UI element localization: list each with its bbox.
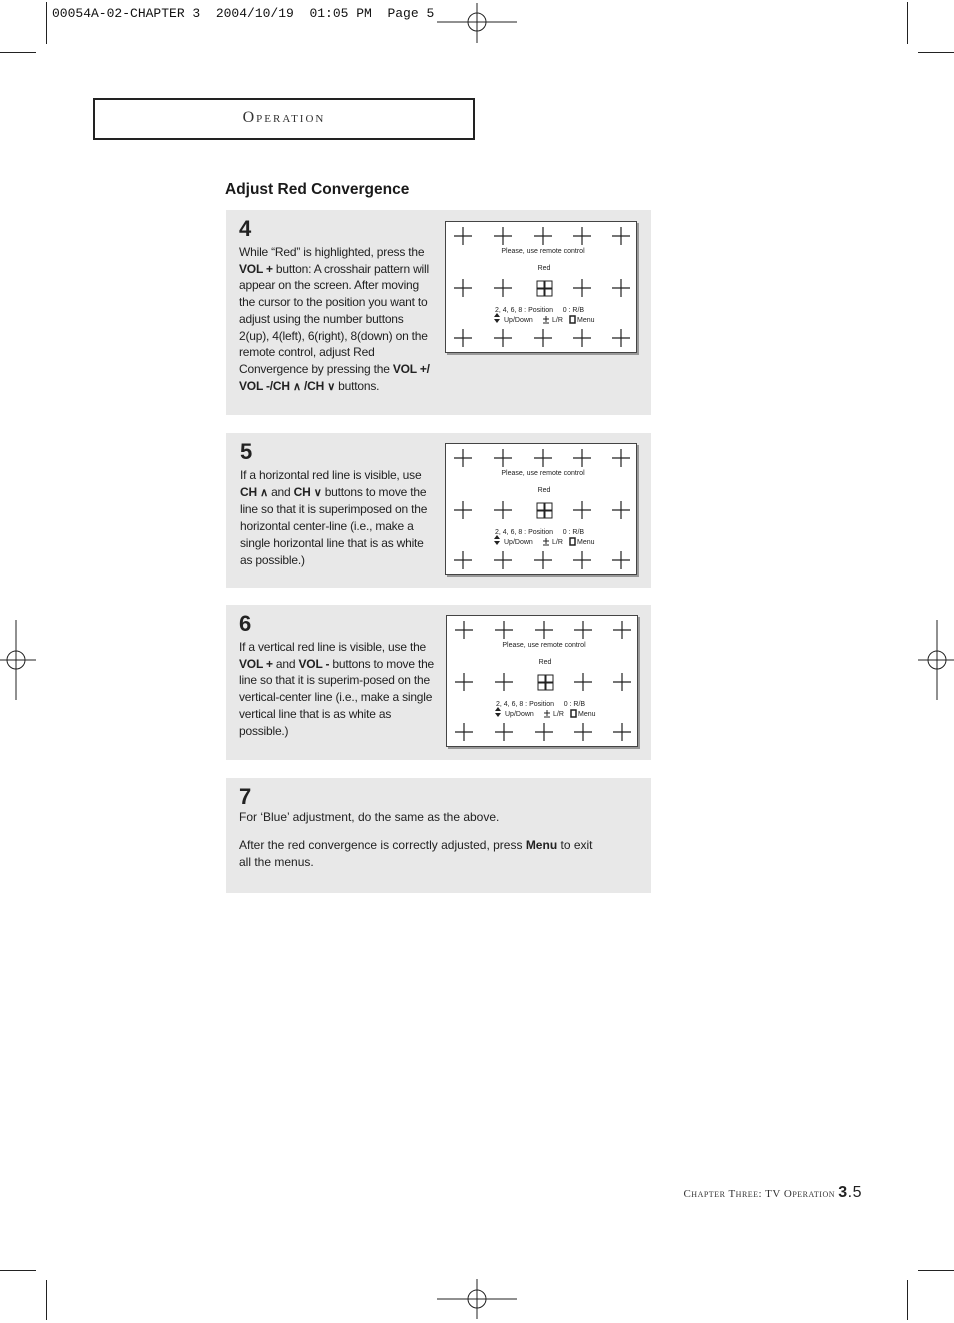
crosshair-icon xyxy=(495,621,513,639)
crop-mark xyxy=(46,2,47,44)
crosshair-icon xyxy=(535,723,553,741)
crop-mark xyxy=(46,1280,47,1320)
crosshair-icon xyxy=(574,621,592,639)
chevron-down-icon: ∨ xyxy=(313,486,322,499)
crosshair-icon xyxy=(495,723,513,741)
crosshair-icon xyxy=(494,501,512,519)
crosshair-icon xyxy=(612,279,630,297)
crosshair-icon xyxy=(612,329,630,347)
chevron-down-icon: ∨ xyxy=(327,380,336,393)
osd-color-label: Red xyxy=(537,487,551,494)
registration-mark-top xyxy=(437,3,517,43)
crosshair-icon xyxy=(573,329,591,347)
crosshair-icon xyxy=(613,673,631,691)
crop-mark xyxy=(907,2,908,44)
crosshair-icon xyxy=(455,621,473,639)
crop-mark xyxy=(907,1280,908,1320)
section-header-box xyxy=(93,98,475,140)
cursor-icon xyxy=(537,503,552,518)
crosshair-pattern xyxy=(447,616,637,746)
crosshair-icon xyxy=(494,279,512,297)
crosshair-icon xyxy=(454,551,472,569)
crosshair-icon xyxy=(573,501,591,519)
crosshair-icon xyxy=(574,723,592,741)
crosshair-icon xyxy=(494,449,512,467)
menu-icon xyxy=(570,316,575,323)
crosshair-icon xyxy=(454,227,472,245)
crop-mark xyxy=(918,1270,954,1271)
cursor-icon xyxy=(537,281,552,296)
crosshair-icon xyxy=(455,673,473,691)
registration-mark-left xyxy=(0,620,40,700)
page-footer xyxy=(683,1184,862,1202)
osd-lr-label: L/R xyxy=(553,711,564,718)
crosshair-pattern xyxy=(446,222,636,352)
step-5-panel xyxy=(226,433,651,588)
up-down-arrow-icon xyxy=(494,313,500,323)
convergence-screen xyxy=(446,615,638,747)
crosshair-icon xyxy=(534,227,552,245)
osd-updown-label: Up/Down xyxy=(504,539,533,546)
crosshair-icon xyxy=(613,723,631,741)
crosshair-icon xyxy=(534,551,552,569)
osd-keys-help: 2, 4, 6, 8 : Position 0 : R/B xyxy=(496,701,586,708)
step-number: 6 xyxy=(239,611,252,636)
up-down-arrow-icon xyxy=(495,707,501,717)
crosshair-icon xyxy=(534,329,552,347)
crop-mark xyxy=(0,1270,36,1271)
crosshair-icon xyxy=(612,227,630,245)
registration-mark-bottom xyxy=(437,1279,517,1319)
print-slug: 00054A-02-CHAPTER 3 2004/10/19 01:05 PM Page 5 xyxy=(52,6,435,21)
osd-prompt: Please, use remote control xyxy=(501,248,585,255)
osd-lr-label: L/R xyxy=(552,317,563,324)
crosshair-icon xyxy=(494,329,512,347)
step-6-panel xyxy=(226,605,651,760)
step-number: 5 xyxy=(240,439,253,464)
step-instructions: If a horizontal red line is visible, use CH ∧ and CH ∨ buttons to move the line so that it is superimposed on the horizontal center-line (i.e., make a single horizontal line that is as white as possible.) xyxy=(240,468,428,567)
crosshair-icon xyxy=(495,673,513,691)
left-right-icon xyxy=(544,710,550,717)
crosshair-icon xyxy=(612,501,630,519)
crosshair-icon xyxy=(454,279,472,297)
step-number: 4 xyxy=(239,216,252,241)
step-note: For ‘Blue’ adjustment, do the same as the above. xyxy=(239,810,500,824)
menu-icon xyxy=(571,710,576,717)
osd-updown-label: Up/Down xyxy=(505,711,534,718)
osd-keys-help: 2, 4, 6, 8 : Position 0 : R/B xyxy=(495,529,585,536)
step-instructions: While “Red” is highlighted, press the VOL + button: A crosshair pattern will appear on the screen. After moving the cursor to the position you want to adjust using the number buttons 2(up), 4(left), 6(right), 8(down) on the remote control, adjust Red Convergence by pressing the VOL +/ VOL -/CH ∧ /CH ∨ buttons. xyxy=(239,245,430,393)
crosshair-icon xyxy=(454,449,472,467)
crosshair-icon xyxy=(573,227,591,245)
osd-menu-label: Menu xyxy=(577,317,595,324)
osd-menu-label: Menu xyxy=(577,539,595,546)
chapter-label: Chapter Three: TV Operation xyxy=(683,1188,835,1200)
crosshair-icon xyxy=(573,551,591,569)
menu-icon xyxy=(570,538,575,545)
crosshair-icon xyxy=(535,621,553,639)
crosshair-icon xyxy=(454,501,472,519)
crosshair-icon xyxy=(573,449,591,467)
crosshair-icon xyxy=(613,621,631,639)
up-down-arrow-icon xyxy=(494,535,500,545)
osd-lr-label: L/R xyxy=(552,539,563,546)
crosshair-pattern xyxy=(446,444,636,574)
crosshair-icon xyxy=(573,279,591,297)
crosshair-icon xyxy=(454,329,472,347)
osd-color-label: Red xyxy=(537,265,551,272)
osd-keys-help: 2, 4, 6, 8 : Position 0 : R/B xyxy=(495,307,585,314)
osd-menu-label: Menu xyxy=(578,711,596,718)
crosshair-icon xyxy=(574,673,592,691)
step-note: After the red convergence is correctly adjusted, press Menu to exit all the menus. xyxy=(239,838,593,869)
crosshair-icon xyxy=(612,551,630,569)
cursor-icon xyxy=(538,675,553,690)
crosshair-icon xyxy=(455,723,473,741)
left-right-icon xyxy=(543,538,549,545)
osd-prompt: Please, use remote control xyxy=(501,470,585,477)
chevron-up-icon: ∧ xyxy=(260,486,268,499)
convergence-screen xyxy=(445,221,637,353)
chevron-up-icon: ∧ xyxy=(292,380,301,393)
crosshair-icon xyxy=(494,227,512,245)
section-header-title: Operation xyxy=(242,109,326,126)
step-4-panel xyxy=(226,210,651,415)
crop-mark xyxy=(0,52,36,53)
step-instructions: If a vertical red line is visible, use the VOL + and VOL - buttons to move the line so that it is superim-posed on the vertical-center line (i.e., make a single vertical line that is as white as possible.) xyxy=(239,640,435,738)
osd-color-label: Red xyxy=(538,659,552,666)
left-right-icon xyxy=(543,316,549,323)
page-number: 3.5 xyxy=(838,1184,862,1201)
crop-mark xyxy=(918,52,954,53)
convergence-screen xyxy=(445,443,637,575)
crosshair-icon xyxy=(612,449,630,467)
osd-prompt: Please, use remote control xyxy=(502,642,586,649)
step-7-panel xyxy=(226,778,651,893)
page-title: Adjust Red Convergence xyxy=(225,181,410,198)
osd-updown-label: Up/Down xyxy=(504,317,533,324)
crosshair-icon xyxy=(534,449,552,467)
registration-mark-right xyxy=(914,620,954,700)
step-number: 7 xyxy=(239,784,252,809)
crosshair-icon xyxy=(494,551,512,569)
